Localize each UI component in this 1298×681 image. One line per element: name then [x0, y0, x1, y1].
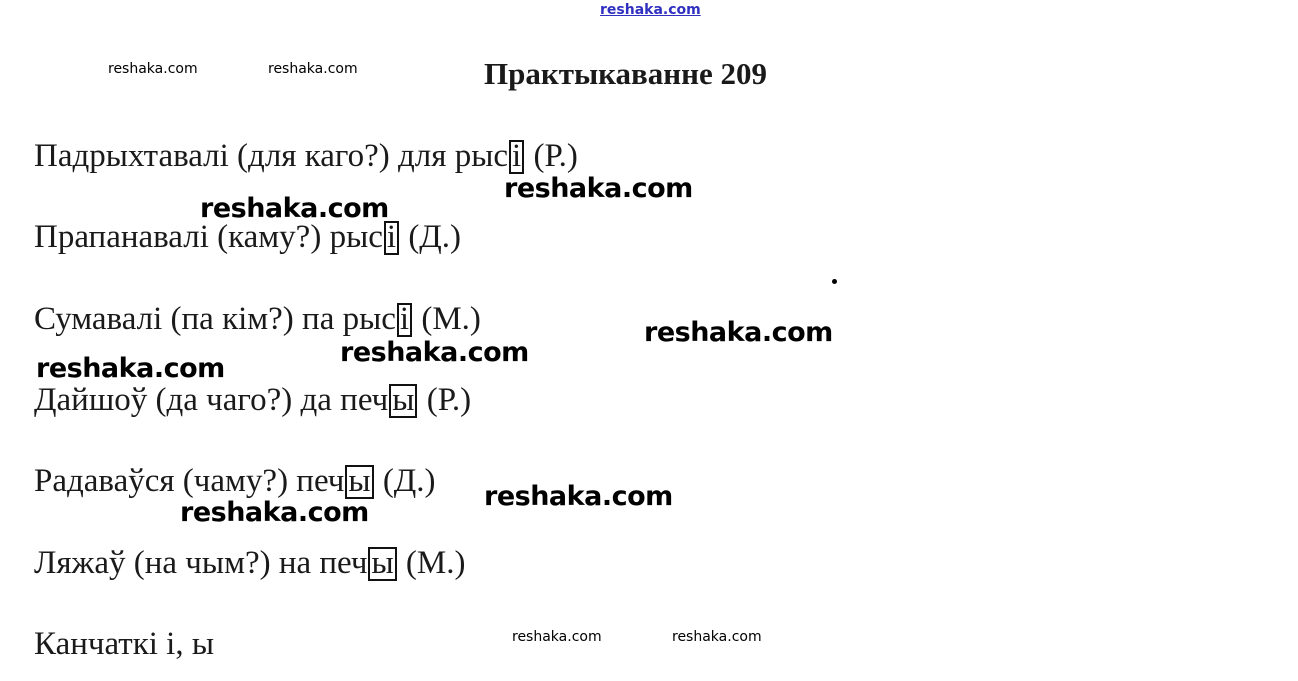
- line-text: Падрыхтавалі (для каго?) для рыс: [34, 138, 509, 174]
- line-text: Дайшоў (да чаго?) да печ: [34, 382, 389, 418]
- line-text: Сумавалі (па кім?) па рыс: [34, 301, 396, 337]
- exercise-line: [34, 219, 461, 256]
- case-label: (Р.): [418, 382, 472, 418]
- case-label: (Р.): [525, 138, 578, 174]
- stray-dot: [832, 279, 837, 284]
- exercise-line: [34, 545, 465, 582]
- exercise-line: [34, 138, 578, 175]
- line-text: Прапанавалі (каму?) рыс: [34, 219, 383, 255]
- ending-box: і: [397, 303, 412, 337]
- watermark: reshaka.com: [180, 497, 369, 528]
- exercise-line: [34, 463, 436, 500]
- line-text: Ляжаў (на чым?) на печ: [34, 545, 368, 581]
- exercise-line: [34, 382, 471, 419]
- page-title: Практыкаванне 209: [484, 56, 768, 91]
- watermark: reshaka.com: [268, 61, 358, 77]
- case-label: (М.): [397, 545, 466, 581]
- ending-box: і: [384, 221, 399, 255]
- ending-box: ы: [389, 384, 417, 418]
- case-label: (Д.): [374, 463, 436, 499]
- top-watermark-link[interactable]: reshaka.com: [600, 2, 701, 18]
- watermark: reshaka.com: [340, 337, 529, 368]
- exercise-line: [34, 301, 481, 338]
- ending-box: і: [509, 140, 524, 174]
- line-text: Радаваўся (чаму?) печ: [34, 463, 345, 499]
- case-label: (Д.): [400, 219, 462, 255]
- watermark: reshaka.com: [200, 193, 389, 224]
- watermark: reshaka.com: [108, 61, 198, 77]
- watermark: reshaka.com: [644, 317, 833, 348]
- watermark: reshaka.com: [504, 173, 693, 204]
- footer-line: Канчаткі і, ы: [34, 626, 214, 662]
- watermark: reshaka.com: [36, 353, 225, 384]
- watermark: reshaka.com: [512, 629, 602, 645]
- watermark: reshaka.com: [484, 481, 673, 512]
- ending-box: ы: [368, 547, 396, 581]
- ending-box: ы: [345, 465, 373, 499]
- case-label: (М.): [413, 301, 481, 337]
- watermark: reshaka.com: [672, 629, 762, 645]
